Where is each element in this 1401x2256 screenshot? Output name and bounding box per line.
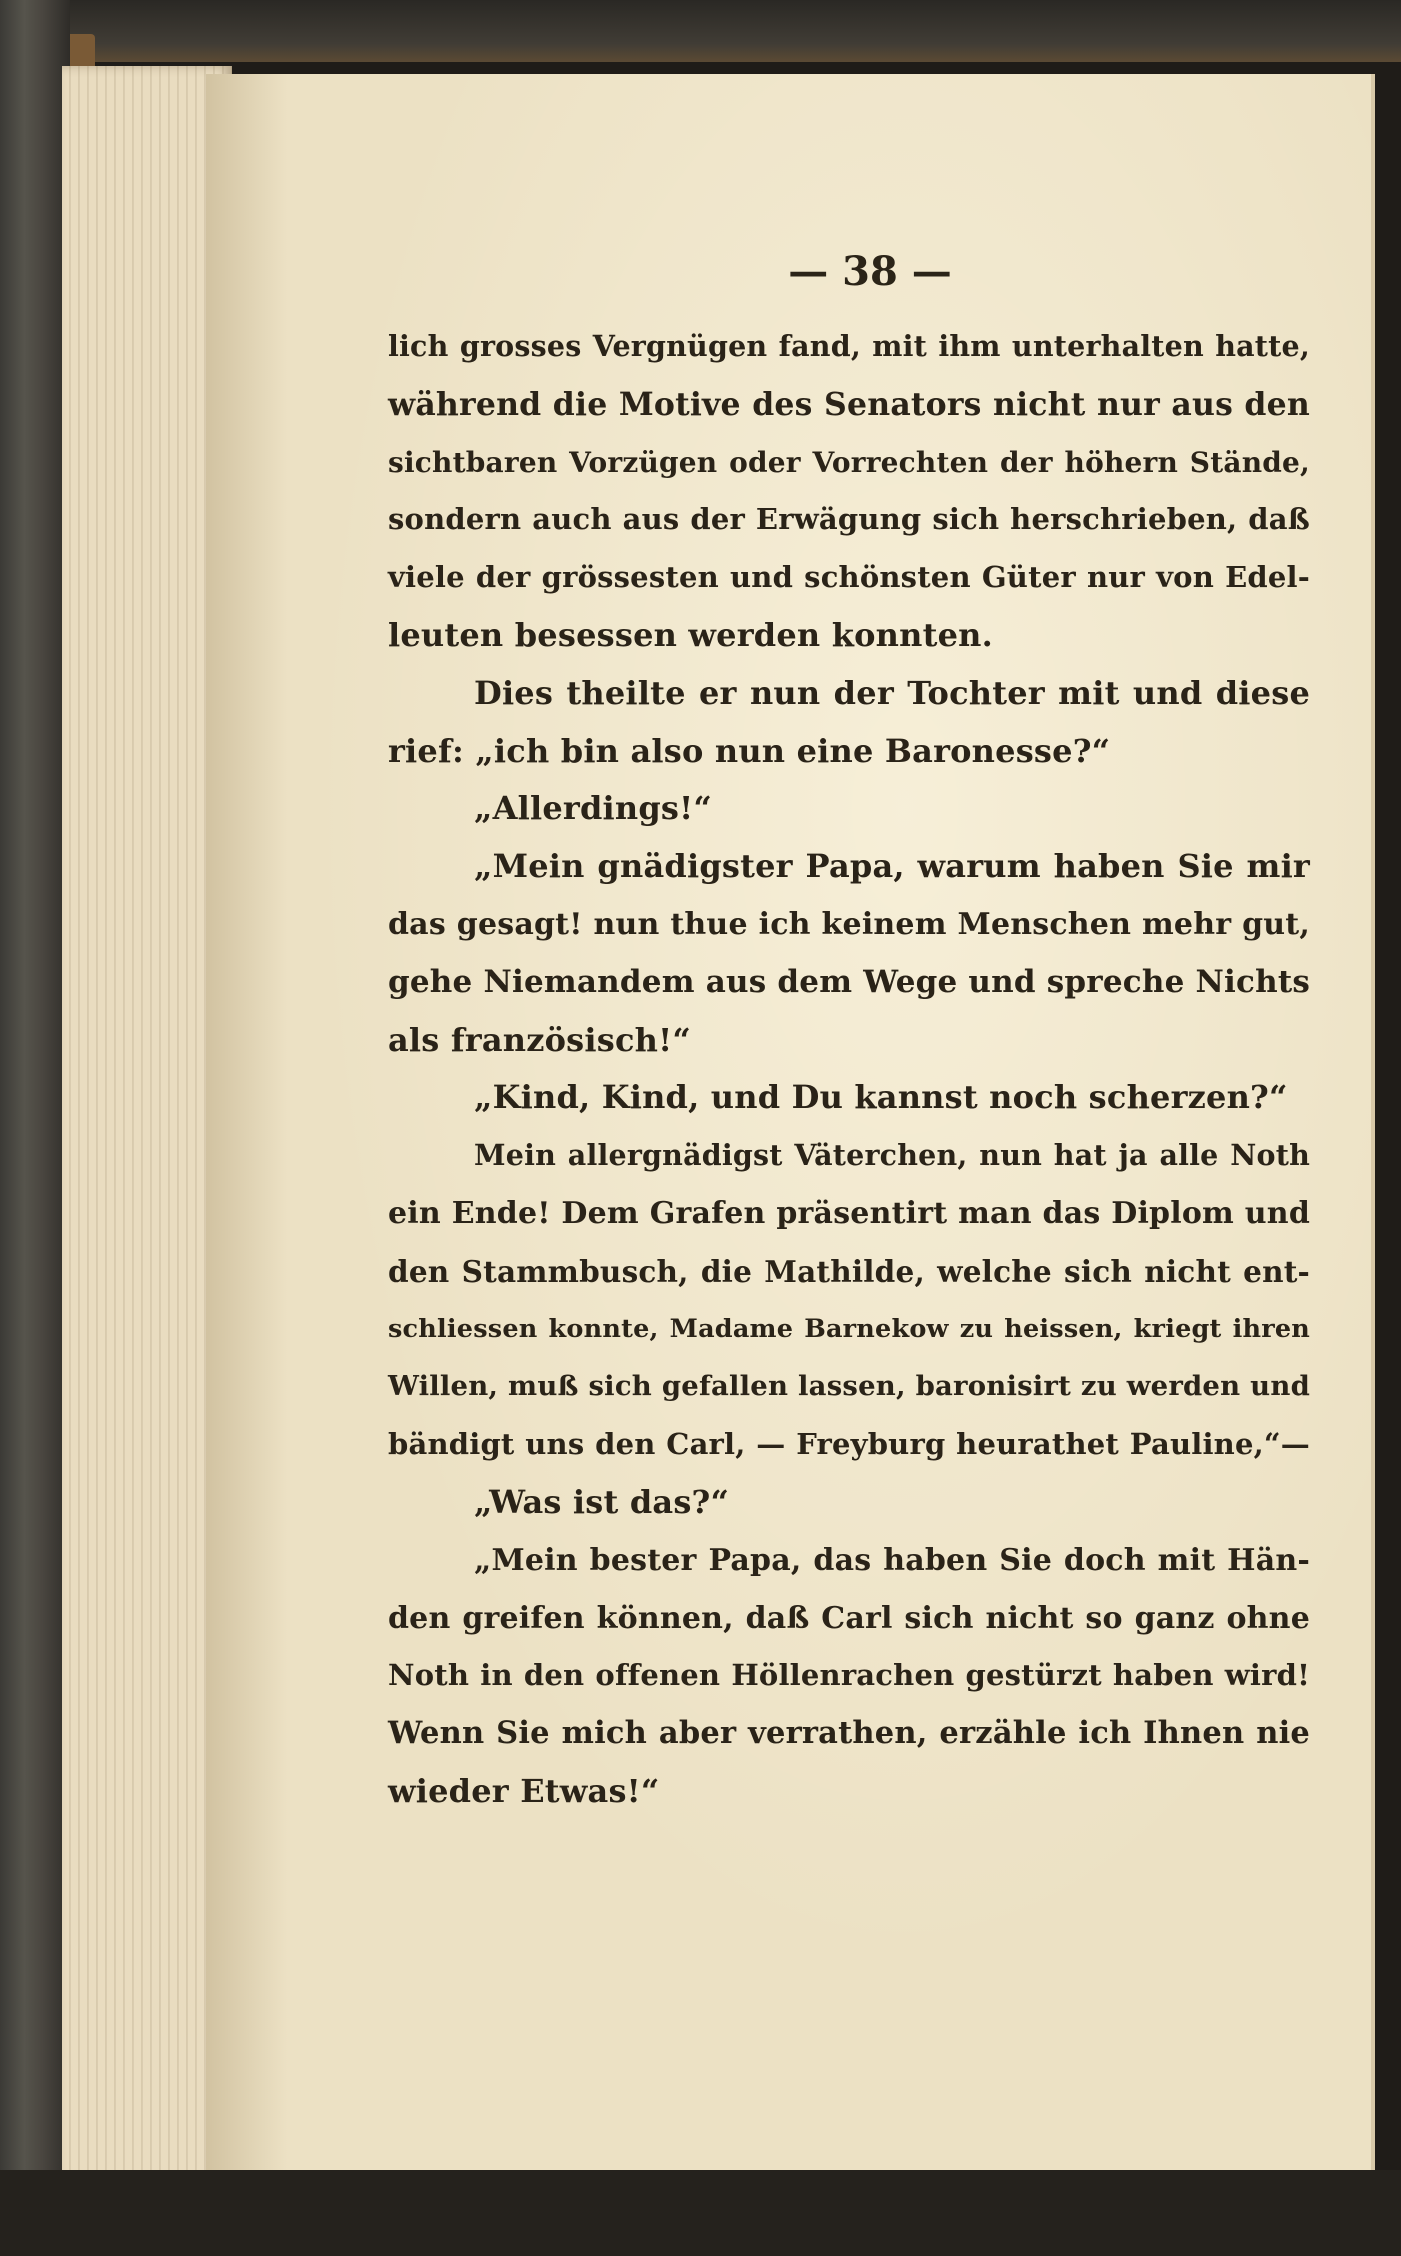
text-line: Dies theilte er nun der Tochter mit und diese bbox=[474, 673, 1310, 712]
text-line: „Kind, Kind, und Du kannst noch scherzen?“ bbox=[474, 1078, 1288, 1117]
page-number: — 38 — bbox=[788, 248, 952, 295]
body-text bbox=[388, 318, 1310, 1821]
text-line: sichtbaren Vorzügen oder Vorrechten der höhern Stände, bbox=[388, 445, 1310, 479]
text-line: bändigt uns den Carl, — Freyburg heurathet Pauline,“— bbox=[388, 1427, 1310, 1462]
text-line: Willen, muß sich gefallen lassen, baronisirt zu werden und bbox=[388, 1370, 1310, 1403]
text-line: Noth in den offenen Höllenrachen gestürzt haben wird! bbox=[388, 1658, 1310, 1693]
text-line: leuten besessen werden konnten. bbox=[388, 615, 993, 654]
text-line: rief: „ich bin also nun eine Baronesse?“ bbox=[388, 731, 1111, 770]
text-line: das gesagt! nun thue ich keinem Menschen mehr gut, bbox=[388, 906, 1310, 942]
text-line: sondern auch aus der Erwägung sich herschrieben, daß bbox=[388, 502, 1310, 537]
text-line: „Was ist das?“ bbox=[474, 1482, 730, 1521]
text-line: lich grosses Vergnügen fand, mit ihm unterhalten hatte, bbox=[388, 329, 1310, 363]
text-line: schliessen konnte, Madame Barnekow zu heissen, kriegt ihren bbox=[388, 1313, 1310, 1344]
book-cover-left-edge bbox=[0, 0, 70, 2256]
scan-background-bottom bbox=[0, 2170, 1401, 2256]
text-line: „Mein gnädigster Papa, warum haben Sie mir bbox=[474, 847, 1310, 886]
text-line: wieder Etwas!“ bbox=[388, 1771, 660, 1810]
text-line: den greifen können, daß Carl sich nicht so ganz ohne bbox=[388, 1600, 1310, 1636]
book-cover-top-edge bbox=[0, 0, 1401, 62]
text-line: „Mein bester Papa, das haben Sie doch mit Hän- bbox=[474, 1542, 1310, 1578]
text-line: gehe Niemandem aus dem Wege und spreche Nichts bbox=[388, 963, 1310, 1000]
text-line: viele der grössesten und schönsten Güter nur von Edel- bbox=[388, 560, 1310, 595]
text-line: Wenn Sie mich aber verrathen, erzähle ich Ihnen nie bbox=[388, 1715, 1310, 1752]
text-line: „Allerdings!“ bbox=[474, 789, 713, 828]
text-line: den Stammbusch, die Mathilde, welche sich nicht ent- bbox=[388, 1253, 1310, 1289]
text-line: Mein allergnädigst Väterchen, nun hat ja alle Noth bbox=[474, 1138, 1310, 1173]
text-line: als französisch!“ bbox=[388, 1020, 691, 1059]
text-line: ein Ende! Dem Grafen präsentirt man das Diplom und bbox=[388, 1195, 1310, 1231]
text-line: während die Motive des Senators nicht nur aus den bbox=[388, 385, 1310, 423]
